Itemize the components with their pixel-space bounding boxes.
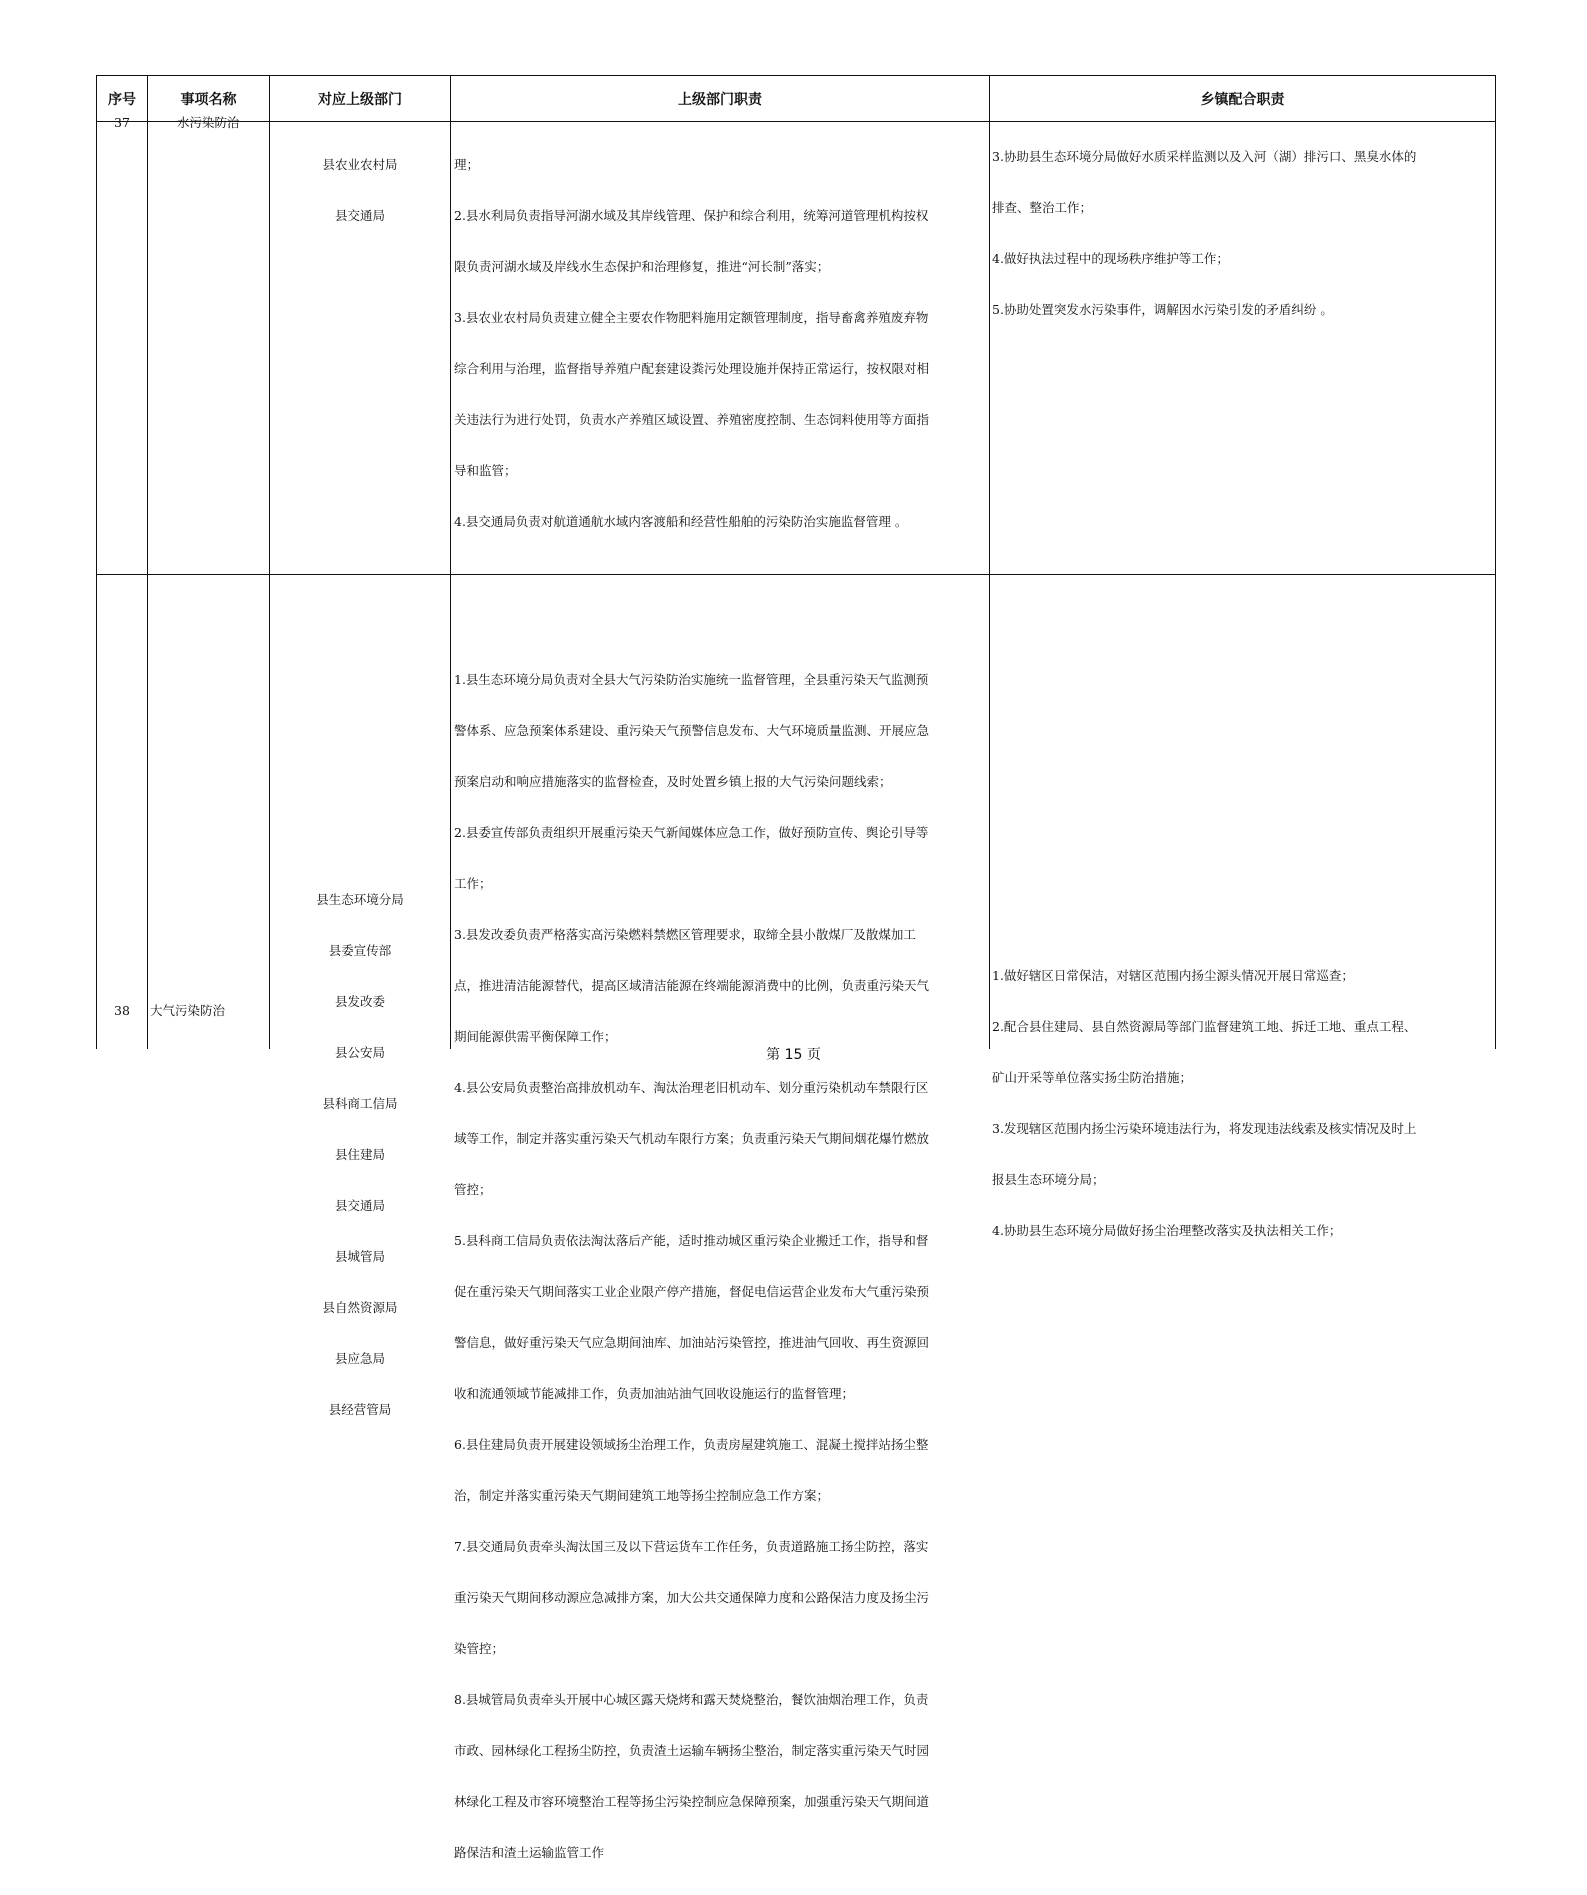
row37-seq: 37 <box>114 115 130 130</box>
dept-line: 县生态环境分局 <box>316 892 404 907</box>
dept-line: 县交通局 <box>334 208 385 223</box>
header-item: 事项名称 <box>180 92 237 108</box>
duty-line: 8.县城管局负责牵头开展中心城区露天烧烤和露天焚烧整治，餐饮油烟治理工作，负责 <box>454 1692 929 1707</box>
dept-line: 县交通局 <box>334 1198 385 1213</box>
dept-line: 县发改委 <box>334 994 385 1009</box>
duty-line: 收和流通领域节能减排工作，负责加油站油气回收设施运行的监督管理； <box>454 1386 855 1401</box>
duty-line: 综合利用与治理，监督指导养殖户配套建设粪污处理设施并保持正常运行，按权限对相 <box>454 361 930 376</box>
row37-duty <box>454 122 929 564</box>
duty-line: 警信息，做好重污染天气应急期间油库、加油站污染管控，推进油气回收、再生资源回 <box>454 1335 930 1350</box>
dept-line: 县农业农村局 <box>322 157 398 172</box>
row38-seq: 38 <box>114 1003 130 1018</box>
header-duty: 上级部门职责 <box>678 92 762 108</box>
duty-line: 期间能源供需平衡保障工作； <box>454 1029 617 1044</box>
duty-line: 域等工作，制定并落实重污染天气机动车限行方案；负责重污染天气期间烟花爆竹燃放 <box>454 1131 930 1146</box>
row37-depts <box>270 122 450 258</box>
row38-item: 大气污染防治 <box>150 1003 226 1018</box>
duty-line: 点，推进清洁能源替代，提高区域清洁能源在终端能源消费中的比例，负责重污染天气 <box>454 978 930 993</box>
town-line: 排查、整治工作； <box>992 200 1093 215</box>
row38-duty <box>454 637 929 1895</box>
duty-line: 警体系、应急预案体系建设、重污染天气预警信息发布、大气环境质量监测、开展应急 <box>454 723 930 738</box>
town-line: 2.配合县住建局、县自然资源局等部门监督建筑工地、拆迁工地、重点工程、 <box>992 1019 1417 1034</box>
duty-line: 2.县委宣传部负责组织开展重污染天气新闻媒体应急工作，做好预防宣传、舆论引导等 <box>454 825 929 840</box>
town-line: 3.协助县生态环境分局做好水质采样监测以及入河（湖）排污口、黑臭水体的 <box>992 149 1417 164</box>
column-divider <box>450 76 451 1049</box>
dept-line: 县住建局 <box>334 1147 385 1162</box>
town-line: 矿山开采等单位落实扬尘防治措施； <box>992 1070 1193 1085</box>
dept-line: 县经营管局 <box>328 1402 392 1417</box>
duty-line: 染管控； <box>454 1641 505 1656</box>
row37-town <box>992 114 1416 352</box>
page-number: 第 15 页 <box>766 1047 821 1063</box>
duty-line: 市政、园林绿化工程扬尘防控，负责渣土运输车辆扬尘整治，制定落实重污染天气时园 <box>454 1743 930 1758</box>
row38-depts <box>270 857 450 1452</box>
town-line: 报县生态环境分局； <box>992 1172 1105 1187</box>
duty-line: 管控； <box>454 1182 492 1197</box>
dept-line: 县自然资源局 <box>322 1300 398 1315</box>
duty-line: 3.县发改委负责严格落实高污染燃料禁燃区管理要求，取缔全县小散煤厂及散煤加工 <box>454 927 916 942</box>
town-line: 3.发现辖区范围内扬尘污染环境违法行为，将发现违法线索及核实情况及时上 <box>992 1121 1417 1136</box>
duty-line: 预案启动和响应措施落实的监督检查，及时处置乡镇上报的大气污染问题线索； <box>454 774 892 789</box>
header-seq: 序号 <box>108 92 136 108</box>
duty-line: 4.县公安局负责整治高排放机动车、淘汰治理老旧机动车、划分重污染机动车禁限行区 <box>454 1080 929 1095</box>
duty-line: 关违法行为进行处罚，负责水产养殖区域设置、养殖密度控制、生态饲料使用等方面指 <box>454 412 930 427</box>
duty-line: 4.县交通局负责对航道通航水域内客渡船和经营性船舶的污染防治实施监督管理 。 <box>454 514 908 529</box>
dept-line: 县委宣传部 <box>328 943 392 958</box>
duty-line: 1.县生态环境分局负责对全县大气污染防治实施统一监督管理，全县重污染天气监测预 <box>454 672 929 687</box>
duty-line: 7.县交通局负责牵头淘汰国三及以下营运货车工作任务，负责道路施工扬尘防控，落实 <box>454 1539 929 1554</box>
dept-line: 县科商工信局 <box>322 1096 398 1111</box>
duty-line: 工作； <box>454 876 492 891</box>
duty-line: 2.县水利局负责指导河湖水域及其岸线管理、保护和综合利用，统筹河道管理机构按权 <box>454 208 929 223</box>
town-line: 1.做好辖区日常保洁，对辖区范围内扬尘源头情况开展日常巡查； <box>992 968 1354 983</box>
row37-item: 水污染防治 <box>177 115 240 130</box>
row38-town <box>992 933 1416 1273</box>
town-line: 4.做好执法过程中的现场秩序维护等工作； <box>992 251 1229 266</box>
duty-line: 6.县住建局负责开展建设领域扬尘治理工作，负责房屋建筑施工、混凝土搅拌站扬尘整 <box>454 1437 929 1452</box>
duty-line: 治，制定并落实重污染天气期间建筑工地等扬尘控制应急工作方案； <box>454 1488 830 1503</box>
dept-line: 县公安局 <box>334 1045 385 1060</box>
duty-line: 理； <box>454 157 480 172</box>
duty-line: 林绿化工程及市容环境整治工程等扬尘污染控制应急保障预案，加强重污染天气期间道 <box>454 1794 930 1809</box>
header-dept: 对应上级部门 <box>318 92 402 108</box>
town-line: 5.协助处置突发水污染事件，调解因水污染引发的矛盾纠纷 。 <box>992 302 1333 317</box>
row-divider <box>97 574 1495 575</box>
column-divider <box>989 76 990 1049</box>
duty-line: 路保洁和渣土运输监管工作 <box>454 1845 605 1860</box>
dept-line: 县城管局 <box>334 1249 385 1264</box>
duty-line: 重污染天气期间移动源应急减排方案，加大公共交通保障力度和公路保洁力度及扬尘污 <box>454 1590 930 1605</box>
town-line: 4.协助县生态环境分局做好扬尘治理整改落实及执法相关工作； <box>992 1223 1342 1238</box>
duty-line: 3.县农业农村局负责建立健全主要农作物肥料施用定额管理制度，指导畜禽养殖废弃物 <box>454 310 929 325</box>
duty-line: 5.县科商工信局负责依法淘汰落后产能，适时推动城区重污染企业搬迁工作，指导和督 <box>454 1233 929 1248</box>
header-town: 乡镇配合职责 <box>1200 92 1285 108</box>
column-divider <box>147 76 148 1049</box>
duty-line: 限负责河湖水域及岸线水生态保护和治理修复，推进“河长制”落实； <box>454 259 830 274</box>
dept-line: 县应急局 <box>334 1351 385 1366</box>
duty-line: 导和监管； <box>454 463 517 478</box>
duty-line: 促在重污染天气期间落实工业企业限产停产措施，督促电信运营企业发布大气重污染预 <box>454 1284 930 1299</box>
